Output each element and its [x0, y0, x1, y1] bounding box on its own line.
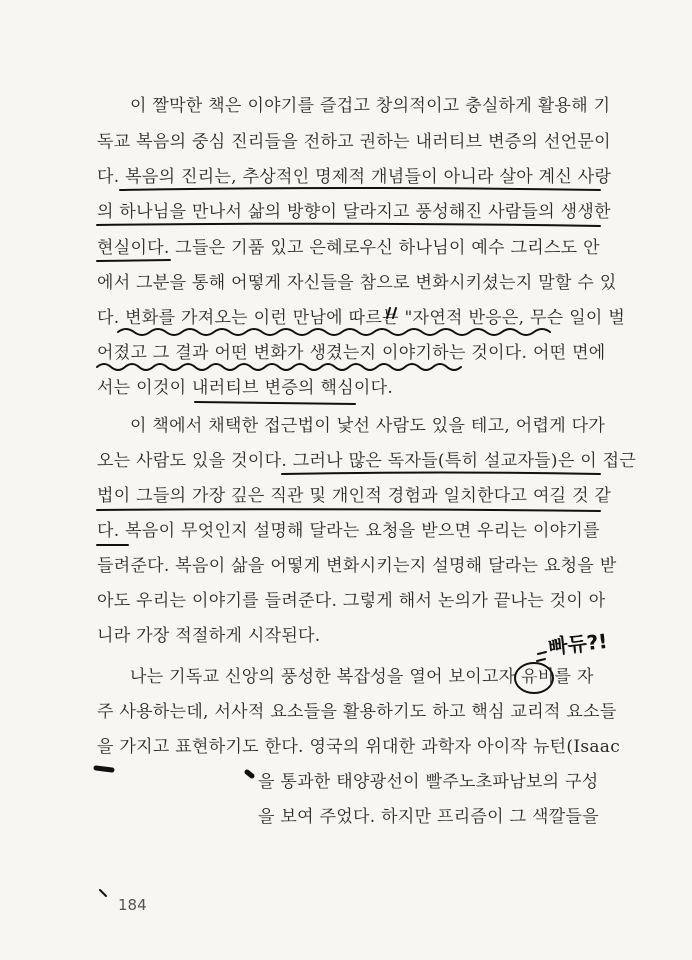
ink-mark [96, 768, 112, 770]
text-line-2: 독교 복음의 중심 진리들을 전하고 권하는 내러티브 변증의 선언문이 [97, 132, 611, 152]
text-line-21: 을 보여 주었다. 하지만 프리즘이 그 색깔들을 [258, 807, 599, 827]
text-line-16: 니라 가장 적절하게 시작된다. [97, 626, 321, 646]
text-line-9: 서는 이것이 내러티브 변증의 핵심이다. [97, 378, 394, 398]
text-line-18: 주 사용하는데, 서사적 요소들을 활용하기도 하고 핵심 교리적 요소들 [97, 702, 617, 722]
ink-mark [247, 772, 252, 776]
text-line-5: 현실이다. 그들은 기품 있고 은혜로우신 하나님이 예수 그리스도 안 [97, 238, 600, 258]
text-line-11: 오는 사람도 있을 것이다. 그러나 많은 독자들(특히 설교자들)은 이 접근 [97, 451, 637, 471]
text-line-20: 을 통과한 태양광선이 빨주노초파남보의 구성 [258, 772, 599, 792]
underline-stroke [97, 260, 170, 261]
text-line-10: 이 책에서 채택한 접근법이 낯선 사람도 있을 테고, 어렵게 다가 [130, 416, 606, 436]
text-line-3: 다. 복음의 진리는, 추상적인 명제적 개념들이 아니라 살아 계신 사랑 [97, 167, 612, 187]
text-line-4: 의 하나님을 만나서 삶의 방향이 달라지고 풍성해진 사람들의 생생한 [97, 202, 611, 222]
text-line-12: 법이 그들의 가장 깊은 직관 및 개인적 경험과 일치한다고 여길 것 같 [97, 486, 612, 506]
underline-stroke [195, 402, 355, 404]
text-line-6: 에서 그분을 통해 어떻게 자신들을 참으로 변화시키셨는지 말할 수 있 [97, 273, 617, 293]
underline-stroke [97, 224, 600, 226]
ink-mark [100, 890, 106, 896]
text-line-14: 들려준다. 복음이 삶을 어떻게 변화시키는지 설명해 달라는 요청을 받 [97, 556, 617, 576]
underline-stroke [97, 509, 600, 511]
text-line-13: 다. 복음이 무엇인지 설명해 달라는 요청을 받으면 우리는 이야기를 [97, 521, 600, 541]
text-line-1: 이 짤막한 책은 이야기를 즐겁고 창의적이고 충실하게 활용해 기 [130, 96, 611, 116]
handwritten-margin-note: 빠듀?! [547, 628, 609, 660]
page-number: 184 [118, 896, 147, 914]
text-line-7: 다. 변화를 가져오는 이런 만남에 따르는 "자연적 반응은, 무슨 일이 벌 [97, 308, 626, 328]
text-line-17: 나는 기독교 신앙의 풍성한 복잡성을 열어 보이고자 유비를 자 [130, 667, 594, 687]
text-line-19: 을 가지고 표현하기도 한다. 영국의 위대한 과학자 아이작 뉴턴(Isaac [97, 737, 621, 757]
text-line-8: 어졌고 그 결과 어떤 변화가 생겼는지 이야기하는 것이다. 어떤 면에 [97, 343, 606, 363]
text-line-15: 아도 우리는 이야기를 들려준다. 그렇게 해서 논의가 끝나는 것이 아 [97, 591, 606, 611]
